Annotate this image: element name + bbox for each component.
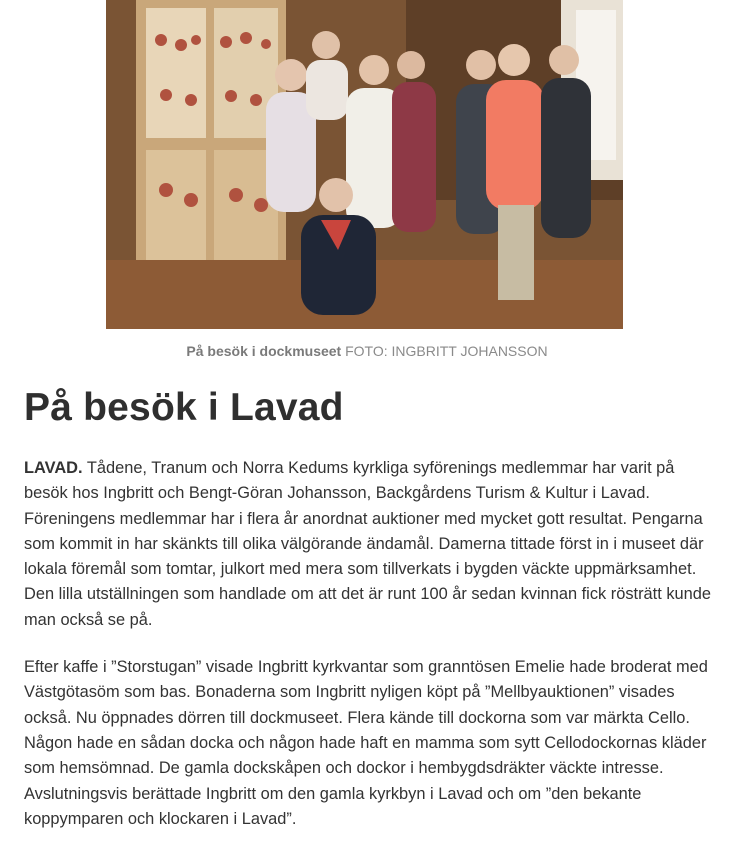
dateline: LAVAD. — [24, 459, 83, 477]
article-headline: På besök i Lavad — [24, 386, 344, 429]
group-photo-illustration — [106, 0, 623, 329]
caption-credit: FOTO: INGBRITT JOHANSSON — [345, 343, 548, 359]
caption-title: På besök i dockmuseet — [186, 343, 342, 359]
article-body — [24, 456, 714, 854]
photo-caption — [0, 343, 734, 359]
paragraph-1-text: Tådene, Tranum och Norra Kedums kyrkliga syförenings medlemmar har varit på besök hos Ingbritt och Bengt-Göran Johansson, Backgårdens Turism & Kultur i Lavad. Föreningens medlemmar har i flera år anordnat auktioner med mycket gott resultat. Pengarna som kommit in har skänkts till olika välgörande ändamål. Damerna tittade först in i museet där lokala föremål som tomtar, julkort med mera som tillverkats i bygden väckte uppmärksamhet. Den lilla utställningen som handlade om att det är runt 100 år sedan kvinnan fick rösträtt kunde man också se på. — [24, 459, 711, 629]
article-paragraph-2: Efter kaffe i ”Storstugan” visade Ingbritt kyrkvantar som granntösen Emelie hade broderat med Västgötasöm som bas. Bonaderna som Ingbritt nyligen köpt på ”Mellbyauktionen” visades också. Nu öppnades dörren till dockmuseet. Flera kände till dockorna som var märkta Cello. Någon hade en sådan docka och någon hade haft en mamma som sytt Cellodockornas kläder som hemsömnad. De gamla dockskåpen och dockor i hembygdsdräkter väckte intresse. Avslutningsvis berättade Ingbritt om den gamla kyrkbyn i Lavad och om ”den bekante koppymparen och klockaren i Lavad”. — [24, 658, 708, 828]
article-paragraph-1 — [24, 456, 714, 633]
article-photo — [106, 0, 623, 329]
